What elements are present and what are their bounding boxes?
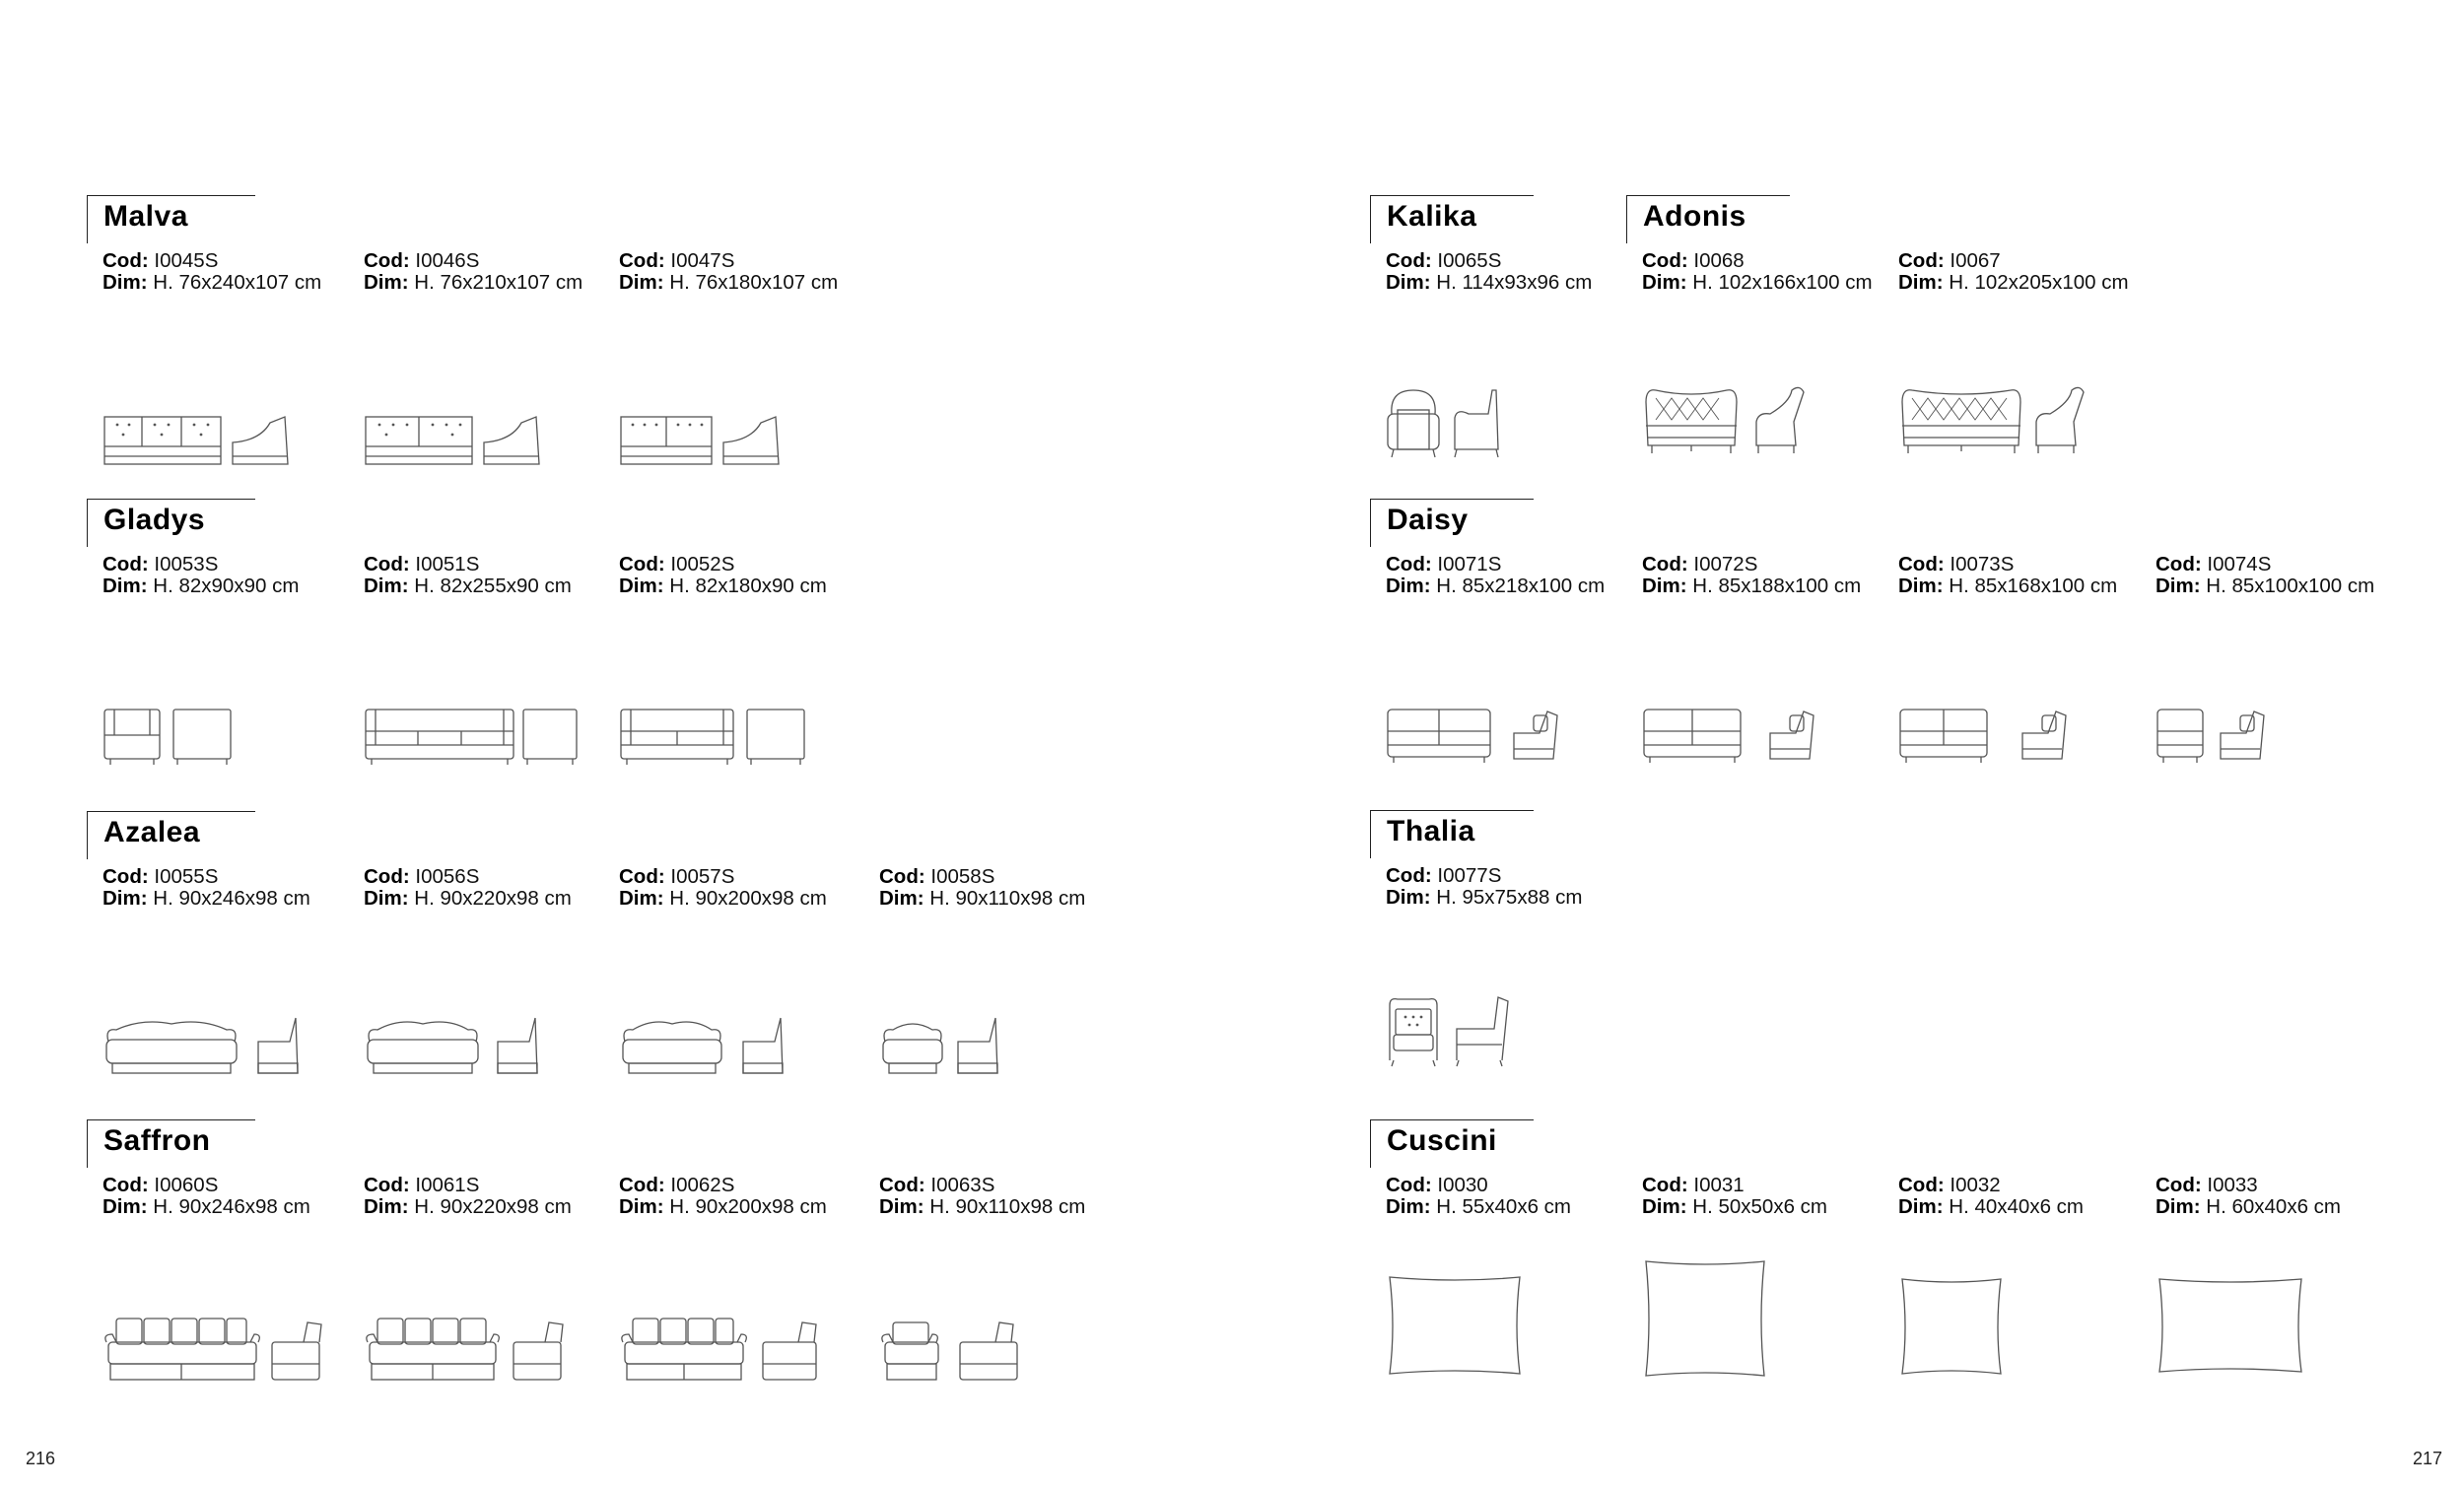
- product-dimensions: H. 90x200x98 cm: [669, 887, 827, 910]
- cod-label: Cod:: [619, 553, 665, 575]
- sofa-classic-drawing: [1898, 702, 2155, 790]
- dim-label: Dim:: [2156, 575, 2201, 597]
- product-code: I0058S: [930, 865, 995, 888]
- page-number-right: 217: [2413, 1449, 2443, 1468]
- dim-label: Dim:: [103, 271, 148, 294]
- product-code: I0077S: [1437, 864, 1502, 887]
- section-kalika: [1370, 195, 1593, 294]
- product-item: [1642, 554, 1898, 597]
- section-header: [87, 811, 255, 859]
- dim-label: Dim:: [1898, 575, 1944, 597]
- product-code: I0073S: [1950, 553, 2015, 575]
- product-dimensions: H. 55x40x6 cm: [1436, 1195, 1571, 1218]
- sofa-camelback-drawing: [364, 1012, 620, 1101]
- section-header: [87, 195, 255, 243]
- dim-label: Dim:: [619, 1195, 664, 1218]
- product-code: I0057S: [670, 865, 735, 888]
- product-code: I0062S: [670, 1174, 735, 1196]
- product-code: I0053S: [154, 553, 219, 575]
- product-dimensions: H. 90x246x98 cm: [153, 887, 310, 910]
- cod-label: Cod:: [619, 249, 665, 272]
- cod-label: Cod:: [103, 865, 149, 888]
- dim-label: Dim:: [364, 1195, 409, 1218]
- sofa-camelback-drawing: [103, 1012, 359, 1101]
- dim-label: Dim:: [879, 1195, 924, 1218]
- page-number-left: 216: [26, 1449, 56, 1468]
- product-code: I0056S: [415, 865, 480, 888]
- product-item: [1386, 1175, 1642, 1218]
- product-code: I0061S: [415, 1174, 480, 1196]
- section-header: [1370, 195, 1534, 243]
- sofa-camelback-drawing: [619, 1012, 875, 1101]
- sofa-tufted-drawing: [619, 403, 875, 492]
- dim-label: Dim:: [1642, 575, 1687, 597]
- product-code: I0033: [2207, 1174, 2258, 1196]
- dim-label: Dim:: [103, 887, 148, 910]
- product-dimensions: H. 60x40x6 cm: [2206, 1195, 2341, 1218]
- product-item: [364, 250, 620, 294]
- product-dimensions: H. 95x75x88 cm: [1436, 886, 1583, 909]
- cod-label: Cod:: [364, 1174, 410, 1196]
- cod-label: Cod:: [1386, 553, 1432, 575]
- product-item: [1386, 554, 1642, 597]
- dim-label: Dim:: [103, 575, 148, 597]
- product-dimensions: H. 85x188x100 cm: [1692, 575, 1862, 597]
- dim-label: Dim:: [1642, 1195, 1687, 1218]
- sofa-cushioned-drawing: [103, 1313, 359, 1401]
- section-azalea: [87, 811, 1086, 910]
- sofa-boxy-drawing: [619, 702, 875, 790]
- product-dimensions: H. 50x50x6 cm: [1692, 1195, 1827, 1218]
- product-item: [619, 554, 875, 597]
- section-header: [1370, 810, 1534, 858]
- product-code: I0051S: [415, 553, 480, 575]
- product-code: I0047S: [670, 249, 735, 272]
- product-item: [1386, 865, 1642, 909]
- product-item: [2156, 1175, 2412, 1218]
- product-dimensions: H. 82x180x90 cm: [669, 575, 827, 597]
- cod-label: Cod:: [619, 1174, 665, 1196]
- section-saffron: [87, 1119, 1086, 1218]
- dim-label: Dim:: [1898, 271, 1944, 294]
- product-dimensions: H. 76x240x107 cm: [153, 271, 322, 294]
- section-daisy: [1370, 499, 2375, 597]
- cod-label: Cod:: [1642, 1174, 1688, 1196]
- dim-label: Dim:: [103, 1195, 148, 1218]
- section-header: [1370, 1119, 1534, 1168]
- dim-label: Dim:: [619, 575, 664, 597]
- armchair-classic-drawing: [2156, 702, 2412, 790]
- sofa-tufted-drawing: [103, 403, 359, 492]
- dim-label: Dim:: [2156, 1195, 2201, 1218]
- product-dimensions: H. 76x210x107 cm: [414, 271, 583, 294]
- product-code: I0031: [1693, 1174, 1745, 1196]
- dim-label: Dim:: [364, 887, 409, 910]
- product-dimensions: H. 85x218x100 cm: [1436, 575, 1606, 597]
- cod-label: Cod:: [364, 553, 410, 575]
- section-gladys: [87, 499, 827, 597]
- product-item: [879, 1175, 1135, 1218]
- product-dimensions: H. 85x168x100 cm: [1949, 575, 2118, 597]
- section-header: [87, 499, 255, 547]
- cod-label: Cod:: [2156, 1174, 2202, 1196]
- product-dimensions: H. 102x205x100 cm: [1949, 271, 2129, 294]
- cod-label: Cod:: [103, 249, 149, 272]
- cod-label: Cod:: [364, 249, 410, 272]
- sofa-classic-drawing: [1642, 702, 1898, 790]
- product-code: I0067: [1950, 249, 2001, 272]
- product-item: [619, 1175, 875, 1218]
- section-header: [1626, 195, 1790, 243]
- dim-label: Dim:: [1386, 575, 1431, 597]
- product-code: I0032: [1950, 1174, 2001, 1196]
- dim-label: Dim:: [619, 271, 664, 294]
- section-header: [1370, 499, 1534, 547]
- product-dimensions: H. 90x246x98 cm: [153, 1195, 310, 1218]
- cod-label: Cod:: [879, 865, 925, 888]
- product-code: I0045S: [154, 249, 219, 272]
- dim-label: Dim:: [1642, 271, 1687, 294]
- cod-label: Cod:: [364, 865, 410, 888]
- chesterfield-sofa-drawing: [1642, 382, 1898, 471]
- cod-label: Cod:: [1386, 249, 1432, 272]
- product-code: I0068: [1693, 249, 1745, 272]
- product-item: [2156, 554, 2412, 597]
- wingback-chair-drawing: [1386, 384, 1642, 473]
- section-malva: [87, 195, 839, 294]
- section-title: Azalea: [103, 816, 201, 848]
- product-dimensions: H. 85x100x100 cm: [2206, 575, 2375, 597]
- product-item: [103, 250, 359, 294]
- product-dimensions: H. 114x93x96 cm: [1436, 271, 1593, 294]
- cushion-drawing: [1386, 1271, 1642, 1399]
- product-dimensions: H. 90x110x98 cm: [929, 887, 1086, 910]
- section-title: Daisy: [1387, 504, 1469, 536]
- cod-label: Cod:: [1386, 864, 1432, 887]
- product-item: [1642, 250, 1898, 294]
- product-item: [1386, 250, 1642, 294]
- chesterfield-sofa-drawing: [1898, 382, 2155, 471]
- dim-label: Dim:: [619, 887, 664, 910]
- dim-label: Dim:: [1386, 271, 1431, 294]
- product-item: [364, 866, 620, 910]
- dim-label: Dim:: [879, 887, 924, 910]
- dim-label: Dim:: [1386, 1195, 1431, 1218]
- product-code: I0052S: [670, 553, 735, 575]
- product-item: [103, 866, 359, 910]
- product-dimensions: H. 76x180x107 cm: [669, 271, 839, 294]
- product-item: [103, 1175, 359, 1218]
- sofa-cushioned-drawing: [364, 1313, 620, 1401]
- cushion-drawing: [1898, 1273, 2155, 1401]
- product-dimensions: H. 90x220x98 cm: [414, 887, 572, 910]
- cod-label: Cod:: [1898, 553, 1945, 575]
- section-title: Malva: [103, 200, 188, 233]
- cod-label: Cod:: [103, 553, 149, 575]
- armchair-camelback-drawing: [879, 1012, 1135, 1101]
- product-item: [1898, 250, 2155, 294]
- sofa-boxy-drawing: [364, 702, 620, 790]
- section-adonis: [1626, 195, 2129, 294]
- product-code: I0046S: [415, 249, 480, 272]
- cushion-drawing: [1642, 1255, 1898, 1393]
- dim-label: Dim:: [364, 271, 409, 294]
- cod-label: Cod:: [1898, 249, 1945, 272]
- sofa-classic-drawing: [1386, 702, 1642, 790]
- product-item: [879, 866, 1135, 910]
- product-dimensions: H. 82x255x90 cm: [414, 575, 572, 597]
- cod-label: Cod:: [103, 1174, 149, 1196]
- section-thalia: [1370, 810, 1583, 909]
- sofa-cushioned-drawing: [619, 1313, 875, 1401]
- product-code: I0055S: [154, 865, 219, 888]
- cod-label: Cod:: [1898, 1174, 1945, 1196]
- dim-label: Dim:: [1898, 1195, 1944, 1218]
- product-code: I0072S: [1693, 553, 1758, 575]
- cod-label: Cod:: [619, 865, 665, 888]
- product-dimensions: H. 102x166x100 cm: [1692, 271, 1873, 294]
- section-title: Kalika: [1387, 200, 1477, 233]
- product-item: [364, 1175, 620, 1218]
- section-title: Cuscini: [1387, 1124, 1497, 1157]
- product-code: I0030: [1437, 1174, 1488, 1196]
- dim-label: Dim:: [1386, 886, 1431, 909]
- armchair-boxy-drawing: [103, 702, 359, 790]
- section-title: Gladys: [103, 504, 206, 536]
- product-code: I0065S: [1437, 249, 1502, 272]
- product-code: I0074S: [2207, 553, 2272, 575]
- product-item: [1898, 554, 2155, 597]
- dim-label: Dim:: [364, 575, 409, 597]
- section-header: [87, 1119, 255, 1168]
- sofa-tufted-drawing: [364, 403, 620, 492]
- armchair-wingback-drawing: [1386, 993, 1642, 1082]
- product-dimensions: H. 82x90x90 cm: [153, 575, 300, 597]
- product-dimensions: H. 90x220x98 cm: [414, 1195, 572, 1218]
- product-item: [1898, 1175, 2155, 1218]
- cushion-drawing: [2156, 1273, 2412, 1401]
- cod-label: Cod:: [1642, 553, 1688, 575]
- section-title: Thalia: [1387, 815, 1475, 847]
- product-code: I0060S: [154, 1174, 219, 1196]
- product-item: [619, 866, 875, 910]
- product-item: [103, 554, 359, 597]
- product-item: [1642, 1175, 1898, 1218]
- product-code: I0071S: [1437, 553, 1502, 575]
- cod-label: Cod:: [2156, 553, 2202, 575]
- section-title: Adonis: [1643, 200, 1746, 233]
- product-dimensions: H. 40x40x6 cm: [1949, 1195, 2084, 1218]
- product-dimensions: H. 90x110x98 cm: [929, 1195, 1086, 1218]
- cod-label: Cod:: [1386, 1174, 1432, 1196]
- product-item: [619, 250, 875, 294]
- section-title: Saffron: [103, 1124, 211, 1157]
- product-dimensions: H. 90x200x98 cm: [669, 1195, 827, 1218]
- product-code: I0063S: [930, 1174, 995, 1196]
- section-cuscini: [1370, 1119, 2341, 1218]
- cod-label: Cod:: [879, 1174, 925, 1196]
- armchair-cushioned-drawing: [879, 1313, 1135, 1401]
- cod-label: Cod:: [1642, 249, 1688, 272]
- product-item: [364, 554, 620, 597]
